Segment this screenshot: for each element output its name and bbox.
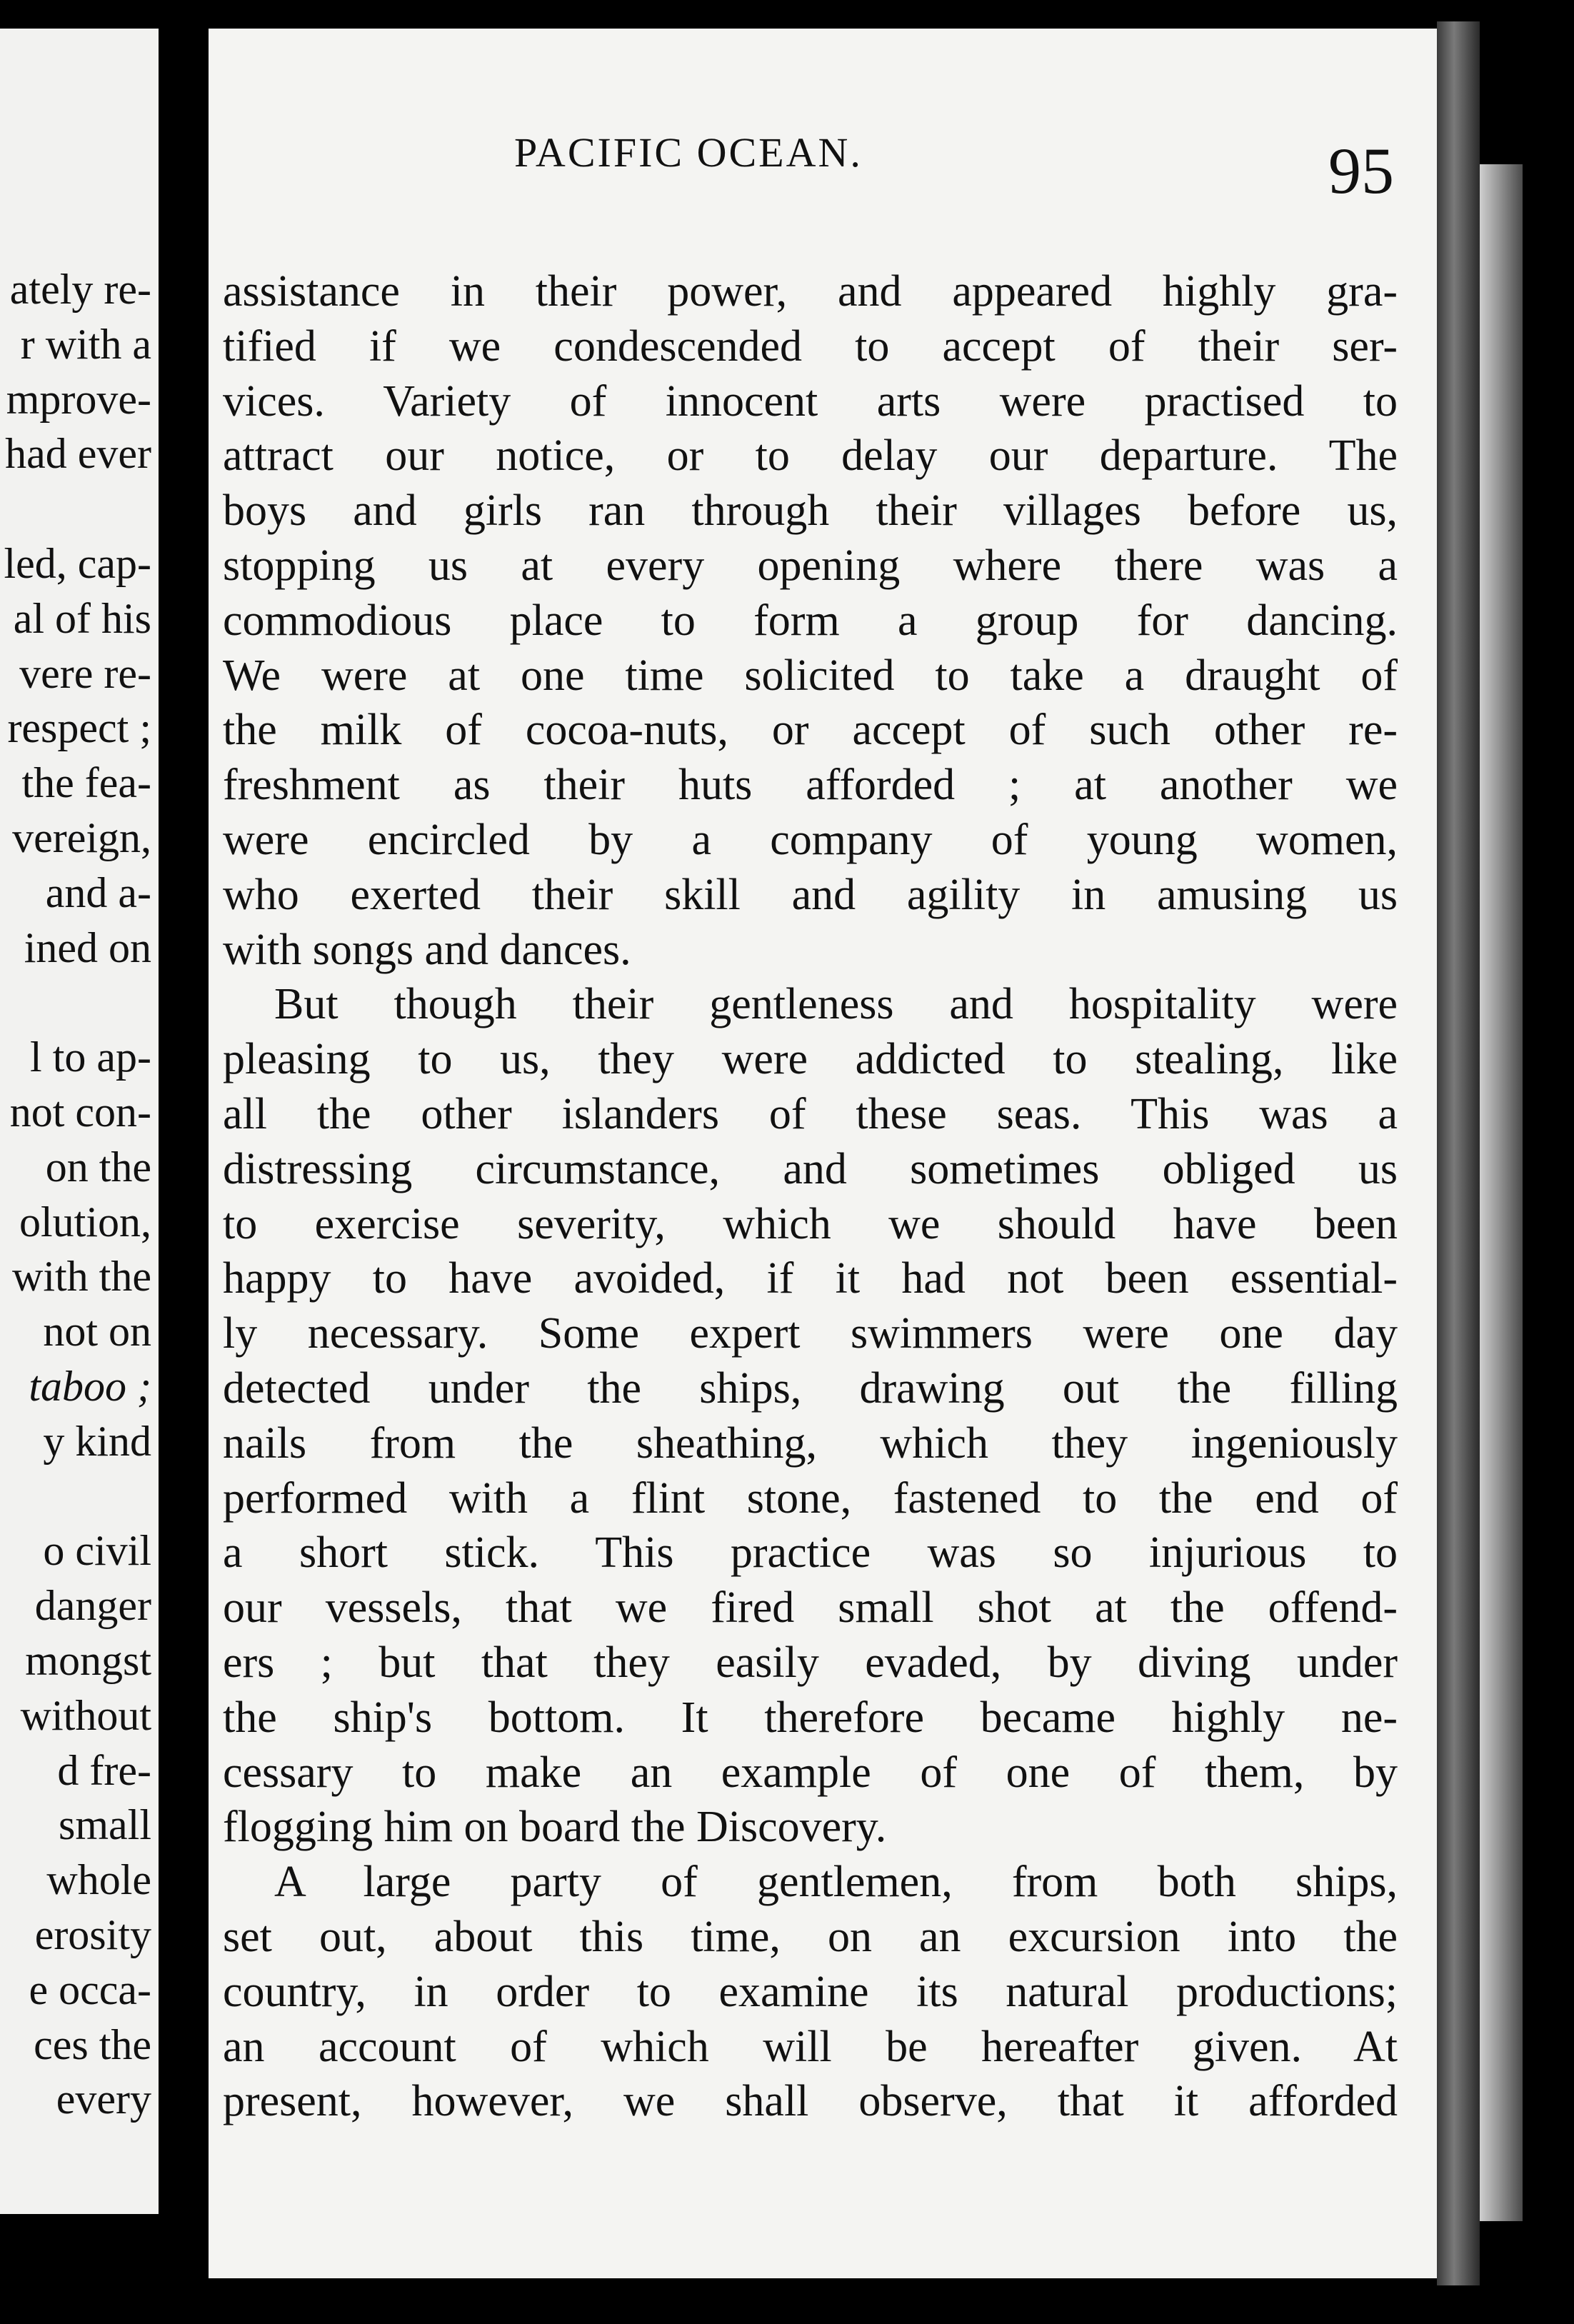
text-line: cessary to make an example of one of them, by xyxy=(223,1748,1398,1797)
text-line: flogging him on board the Discovery. xyxy=(223,1803,887,1852)
book-gutter xyxy=(159,0,209,2324)
left-page-line: l to ap- xyxy=(30,1033,151,1081)
left-page-line: d fre- xyxy=(57,1746,151,1794)
left-page-line: had ever xyxy=(5,430,151,478)
text-line: to exercise severity, which we should have been xyxy=(223,1199,1398,1248)
left-page-line: o civil xyxy=(43,1527,151,1575)
text-line: ers ; but that they easily evaded, by diving under xyxy=(223,1638,1398,1687)
left-page-line: led, cap- xyxy=(4,540,151,587)
page-edge xyxy=(1437,21,1480,2285)
left-page-line: r with a xyxy=(20,320,151,368)
text-line: stopping us at every opening where there was a xyxy=(223,541,1398,590)
left-page-line: erosity xyxy=(34,1911,151,1958)
left-page-line: al of his xyxy=(13,594,151,642)
text-line: tified if we condescended to accept of their ser- xyxy=(223,321,1398,371)
left-page-line: not on xyxy=(43,1308,151,1356)
text-line: assistance in their power, and appeared highly gra- xyxy=(223,267,1398,316)
text-line: with songs and dances. xyxy=(223,925,631,974)
left-page-line: y kind xyxy=(43,1417,151,1465)
left-page-line: danger xyxy=(34,1582,151,1630)
left-page-line: without xyxy=(20,1691,151,1739)
text-line: freshment as their huts afforded ; at another we xyxy=(223,761,1398,810)
text-line: detected under the ships, drawing out the filling xyxy=(223,1364,1398,1413)
running-head: PACIFIC OCEAN. xyxy=(514,129,863,176)
text-line: ly necessary. Some expert swimmers were one day xyxy=(223,1309,1398,1358)
text-line: set out, about this time, on an excursion into the xyxy=(223,1913,1398,1961)
left-page-line: mprove- xyxy=(6,375,151,423)
text-line: boys and girls ran through their villages before us, xyxy=(223,486,1398,536)
previous-page-fragment xyxy=(0,29,159,2214)
left-page-line: e occa- xyxy=(29,1965,151,2013)
text-line: present, however, we shall observe, that it afforded xyxy=(223,2077,1398,2126)
text-line: commodious place to form a group for dancing. xyxy=(223,596,1398,645)
text-line: A large party of gentlemen, from both ships, xyxy=(274,1858,1398,1907)
left-page-line: on the xyxy=(45,1143,151,1191)
book-page xyxy=(209,29,1437,2278)
text-line: the milk of cocoa-nuts, or accept of such other re- xyxy=(223,706,1398,755)
left-page-line: small xyxy=(59,1801,151,1849)
left-page-line: with the xyxy=(12,1253,151,1301)
left-page-line: not con- xyxy=(9,1088,151,1136)
text-line: attract our notice, or to delay our departure. The xyxy=(223,431,1398,481)
text-line: happy to have avoided, if it had not been essential- xyxy=(223,1254,1398,1303)
text-line: who exerted their skill and agility in amusing us xyxy=(223,870,1398,919)
left-page-line: ined on xyxy=(24,923,151,971)
left-page-line: respect ; xyxy=(7,704,151,752)
page-edge-stack xyxy=(1480,164,1523,2221)
left-page-line: olution, xyxy=(19,1198,151,1246)
left-page-line: ces the xyxy=(34,2020,151,2068)
left-page-line: taboo ; xyxy=(29,1363,151,1410)
text-line: We were at one time solicited to take a draught of xyxy=(223,651,1398,700)
text-line: the ship's bottom. It therefore became highly ne- xyxy=(223,1693,1398,1742)
text-line: But though their gentleness and hospitality were xyxy=(274,980,1398,1029)
text-line: an account of which will be hereafter given. At xyxy=(223,2022,1398,2071)
left-page-line: the fea- xyxy=(21,759,151,807)
page-number: 95 xyxy=(1328,134,1394,207)
text-line: nails from the sheathing, which they ingeniously xyxy=(223,1418,1398,1468)
text-line: vices. Variety of innocent arts were practised to xyxy=(223,376,1398,426)
left-page-line: mongst xyxy=(25,1637,151,1684)
text-line: our vessels, that we fired small shot at the offend- xyxy=(223,1583,1398,1633)
text-line: a short stick. This practice was so injurious to xyxy=(223,1528,1398,1578)
left-page-line: vere re- xyxy=(19,649,151,697)
text-line: distressing circumstance, and sometimes obliged us xyxy=(223,1144,1398,1193)
text-line: were encircled by a company of young women, xyxy=(223,816,1398,864)
left-page-line: and a- xyxy=(45,868,151,916)
text-line: performed with a flint stone, fastened to the end of xyxy=(223,1473,1398,1523)
left-page-line: whole xyxy=(46,1856,151,1904)
left-page-line: ately re- xyxy=(9,266,151,313)
left-page-line: every xyxy=(56,2075,151,2123)
left-page-line: vereign, xyxy=(12,814,151,861)
text-line: all the other islanders of these seas. This was a xyxy=(223,1090,1398,1138)
text-line: pleasing to us, they were addicted to stealing, like xyxy=(223,1035,1398,1084)
text-line: country, in order to examine its natural productions; xyxy=(223,1967,1398,2016)
